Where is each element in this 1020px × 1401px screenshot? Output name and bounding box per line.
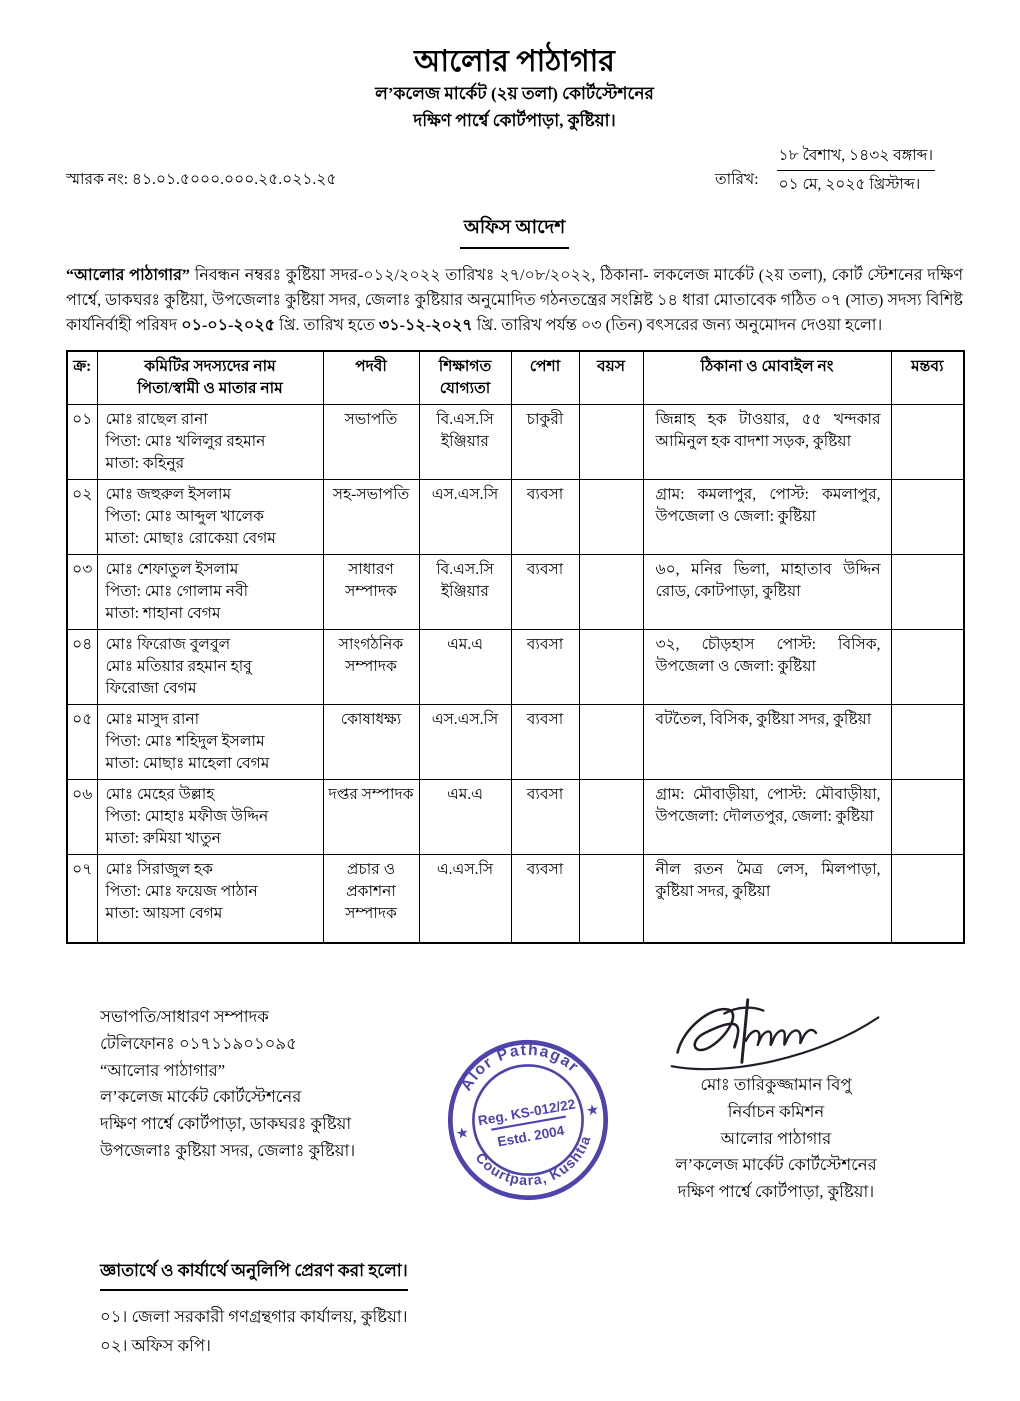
paragraph-segment2: খ্রি. তারিখ হতে xyxy=(275,317,379,334)
paragraph-date-from: ০১-০১-২০২৫ xyxy=(181,317,276,334)
table-row xyxy=(67,704,964,779)
organization-title: আলোর পাঠাগার xyxy=(414,45,615,78)
serial-cell: ০৭ xyxy=(67,854,97,943)
stamp-arc-top-text: Alor Pathagar xyxy=(457,1042,583,1095)
column-header: ঠিকানা ও মোবাইল নং xyxy=(643,351,891,405)
table-row xyxy=(67,854,964,943)
profession-cell: চাকুরী xyxy=(511,404,579,479)
column-header: পেশা xyxy=(511,351,579,405)
signatory-address: দক্ষিণ পার্শ্বে কোর্টপাড়া, কুষ্টিয়া। xyxy=(677,1182,875,1202)
profession-cell: ব্যবসা xyxy=(511,779,579,854)
distribution-item: ০১। জেলা সরকারী গণগ্রন্থগার কার্যালয়, কুষ্টিয়া। xyxy=(100,1307,408,1327)
position-cell: দপ্তর সম্পাদক xyxy=(323,779,419,854)
profession-cell: ব্যবসা xyxy=(511,554,579,629)
paragraph-segment1: নিবন্ধন নম্বরঃ কুষ্টিয়া সদর-০১২/২০২২ তারিখঃ ২৭/০৮/২০২২, ঠিকানা- লকলেজ মার্কেট (২য় তলা), কোর্ট স্টেশনের দক্ষিণ পার্শ্বে, ডাকঘরঃ কুষ্টিয়া, উপজেলাঃ কুষ্টিয়া সদর, জেলাঃ কুষ্টিয়ার অনুমোদিত গঠনতন্ত্রের সংশ্লিষ্ট ১৪ ধারা মোতাবেক গঠিত ০৭ (সাত) সদস্য বিশিষ্ট কার্যনির্বাহী পরিষদ xyxy=(66,267,963,334)
address-cell: নীল রতন মৈত্র লেস, মিলপাড়া, কুষ্টিয়া সদর, কুষ্টিয়া xyxy=(643,854,891,943)
stamp-established-text: Estd. 2004 xyxy=(496,1123,566,1150)
column-header: কমিটির সদস্যদের নাম পিতা/স্বামী ও মাতার নাম xyxy=(97,351,323,405)
date-bangla: ১৮ বৈশাখ, ১৪৩২ বঙ্গাব্দ। xyxy=(777,144,935,171)
serial-cell: ০৬ xyxy=(67,779,97,854)
serial-cell: ০২ xyxy=(67,479,97,554)
remark-cell xyxy=(891,779,964,854)
serial-cell: ০৪ xyxy=(67,629,97,704)
profession-cell: ব্যবসা xyxy=(511,704,579,779)
profession-cell: ব্যবসা xyxy=(511,479,579,554)
signature-scrawl xyxy=(659,994,894,1072)
table-row xyxy=(67,779,964,854)
address-cell: গ্রাম: মৌবাড়ীয়া, পোস্ট: মৌবাড়ীয়া, উপজেলা: দৌলতপুর, জেলা: কুষ্টিয়া xyxy=(643,779,891,854)
committee-table xyxy=(66,350,965,945)
remark-cell xyxy=(891,479,964,554)
date-gregorian: ০১ মে, ২০২৫ খ্রিস্টাব্দ। xyxy=(778,176,921,194)
issuer-line: সভাপতি/সাধারণ সম্পাদক xyxy=(100,1007,269,1027)
age-cell xyxy=(579,479,643,554)
name-cell: মোঃ মাসুদ রানা পিতা: মোঃ শহিদুল ইসলাম মাতা: মোছাঃ মাহেলা বেগম xyxy=(97,704,323,779)
age-cell xyxy=(579,629,643,704)
issuer-line: ল’কলেজ মার্কেট কোর্টস্টেশনের xyxy=(100,1087,302,1107)
signatory-lines xyxy=(611,1072,941,1206)
signatory-address: ল’কলেজ মার্কেট কোর্টস্টেশনের xyxy=(675,1155,877,1175)
name-cell: মোঃ শেফাতুল ইসলাম পিতা: মোঃ গোলাম নবী মাতা: শাহানা বেগম xyxy=(97,554,323,629)
name-cell: মোঃ ফিরোজ বুলবুল মোঃ মতিয়ার রহমান হাবু ফিরোজা বেগম xyxy=(97,629,323,704)
committee-table-body xyxy=(67,404,964,943)
issuer-line: দক্ষিণ পার্শ্বে কোর্টপাড়া, ডাকঘরঃ কুষ্টিয়া xyxy=(100,1114,352,1134)
serial-cell: ০১ xyxy=(67,404,97,479)
position-cell: প্রচার ও প্রকাশনা সম্পাদক xyxy=(323,854,419,943)
name-cell: মোঃ মেহের উল্লাহ পিতা: মোহাঃ মফীজ উদ্দিন মাতা: রুমিয়া খাতুন xyxy=(97,779,323,854)
issuer-line: “আলোর পাঠাগার” xyxy=(100,1060,226,1080)
education-cell: বি.এস.সি ইঞ্জিয়ার xyxy=(419,554,511,629)
remark-cell xyxy=(891,704,964,779)
profession-cell: ব্যবসা xyxy=(511,854,579,943)
order-heading-wrap xyxy=(66,213,963,249)
signatory-name: মোঃ তারিকুজ্জামান বিপু xyxy=(700,1075,852,1095)
address-cell: গ্রাম: কমলাপুর, পোস্ট: কমলাপুর, উপজেলা ও জেলা: কুষ্টিয়া xyxy=(643,479,891,554)
date-block xyxy=(715,144,935,197)
paragraph-lead-bold: “আলোর পাঠাগার” xyxy=(66,267,190,285)
signatory-role: নির্বাচন কমিশন xyxy=(727,1102,825,1122)
table-header-row xyxy=(67,351,964,405)
column-header: শিক্ষাগত যোগ্যতা xyxy=(419,351,511,405)
order-paragraph xyxy=(66,264,963,338)
education-cell: এস.এস.সি xyxy=(419,479,511,554)
name-cell: মোঃ সিরাজুল হক পিতা: মোঃ ফয়েজ পাঠান মাতা: আয়সা বেগম xyxy=(97,854,323,943)
distribution-heading: জ্ঞাতার্থে ও কার্যার্থে অনুলিপি প্রেরণ করা হলো। xyxy=(100,1258,408,1291)
age-cell xyxy=(579,779,643,854)
education-cell: বি.এস.সি ইঞ্জিয়ার xyxy=(419,404,511,479)
address-cell: ৩২, চৌড়হাস পোস্ট: বিসিক, উপজেলা ও জেলা: কুষ্টিয়া xyxy=(643,629,891,704)
address-cell: জিন্নাহ হক টাওয়ার, ৫৫ খন্দকার আমিনুল হক বাদশা সড়ক, কুষ্টিয়া xyxy=(643,404,891,479)
date-stack xyxy=(777,144,935,197)
table-row xyxy=(67,404,964,479)
column-header: ক্র: xyxy=(67,351,97,405)
date-label: তারিখ: xyxy=(714,171,759,189)
organization-address-line1: ল’কলেজ মার্কেট (২য় তলা) কোর্টস্টেশনের xyxy=(375,84,654,103)
remark-cell xyxy=(891,629,964,704)
remark-cell xyxy=(891,404,964,479)
paragraph-date-to: ৩১-১২-২০২৭ xyxy=(378,317,473,334)
issuer-phone: টেলিফোনঃ ০১৭১১৯০১০৯৫ xyxy=(100,1034,297,1054)
education-cell: এ.এস.সি xyxy=(419,854,511,943)
distribution-list xyxy=(100,1303,963,1361)
organization-address-line2: দক্ষিণ পার্শ্বে কোর্টপাড়া, কুষ্টিয়া। xyxy=(413,111,616,131)
address-cell: ৬০, মনির ভিলা, মাহাতাব উদ্দিন রোড, কোটপাড়া, কুষ্টিয়া xyxy=(643,554,891,629)
memo-number: স্মারক নং: ৪১.০১.৫০০০.০০০.২৫.০২১.২৫ xyxy=(66,171,337,189)
position-cell: সহ-সভাপতি xyxy=(323,479,419,554)
age-cell xyxy=(579,704,643,779)
stamp-star-right-icon: ★ xyxy=(584,1102,601,1121)
education-cell: এম.এ xyxy=(419,629,511,704)
remark-cell xyxy=(891,854,964,943)
education-cell: এম.এ xyxy=(419,779,511,854)
age-cell xyxy=(579,554,643,629)
position-cell: সাংগঠনিক সম্পাদক xyxy=(323,629,419,704)
table-row xyxy=(67,554,964,629)
distribution-item: ০২। অফিস কপি। xyxy=(100,1336,211,1356)
order-heading: অফিস আদেশ xyxy=(460,213,569,249)
stamp-registration-text: Reg. KS-012/22 xyxy=(476,1096,577,1129)
table-row xyxy=(67,629,964,704)
stamp-arc-bottom-text: Courtpara, Kushtia xyxy=(471,1133,595,1190)
signatory-org: আলোর পাঠাগার xyxy=(720,1128,832,1148)
address-cell: বটতৈল, বিসিক, কুষ্টিয়া সদর, কুষ্টিয়া xyxy=(643,704,891,779)
age-cell xyxy=(579,404,643,479)
position-cell: কোষাধক্ষ্য xyxy=(323,704,419,779)
issuer-contact-block xyxy=(100,1004,355,1164)
stamp-star-left-icon: ★ xyxy=(454,1125,471,1144)
name-cell: মোঃ রাছেল রানা পিতা: মোঃ খলিলুর রহমান মাতা: কহিনুর xyxy=(97,404,323,479)
remark-cell xyxy=(891,554,964,629)
signatory-block xyxy=(611,994,941,1206)
position-cell: সাধারণ সম্পাদক xyxy=(323,554,419,629)
column-header: মন্তব্য xyxy=(891,351,964,405)
table-row xyxy=(67,479,964,554)
round-seal-stamp xyxy=(444,1036,612,1204)
distribution-section xyxy=(100,1258,963,1361)
serial-cell: ০৩ xyxy=(67,554,97,629)
serial-cell: ০৫ xyxy=(67,704,97,779)
education-cell: এস.এস.সি xyxy=(419,704,511,779)
column-header: পদবী xyxy=(323,351,419,405)
issuer-line: উপজেলাঃ কুষ্টিয়া সদর, জেলাঃ কুষ্টিয়া। xyxy=(100,1140,356,1160)
memo-date-row xyxy=(66,144,963,197)
position-cell: সভাপতি xyxy=(323,404,419,479)
profession-cell: ব্যবসা xyxy=(511,629,579,704)
name-cell: মোঃ জহুরুল ইসলাম পিতা: মোঃ আব্দুল খালেক মাতা: মোছাঃ রোকেয়া বেগম xyxy=(97,479,323,554)
column-header: বয়স xyxy=(579,351,643,405)
age-cell xyxy=(579,854,643,943)
footer-section xyxy=(66,1000,963,1252)
paragraph-segment3: খ্রি. তারিখ পর্যন্ত ০৩ (তিন) বৎসরের জন্য অনুমোদন দেওয়া হলো। xyxy=(472,317,883,334)
